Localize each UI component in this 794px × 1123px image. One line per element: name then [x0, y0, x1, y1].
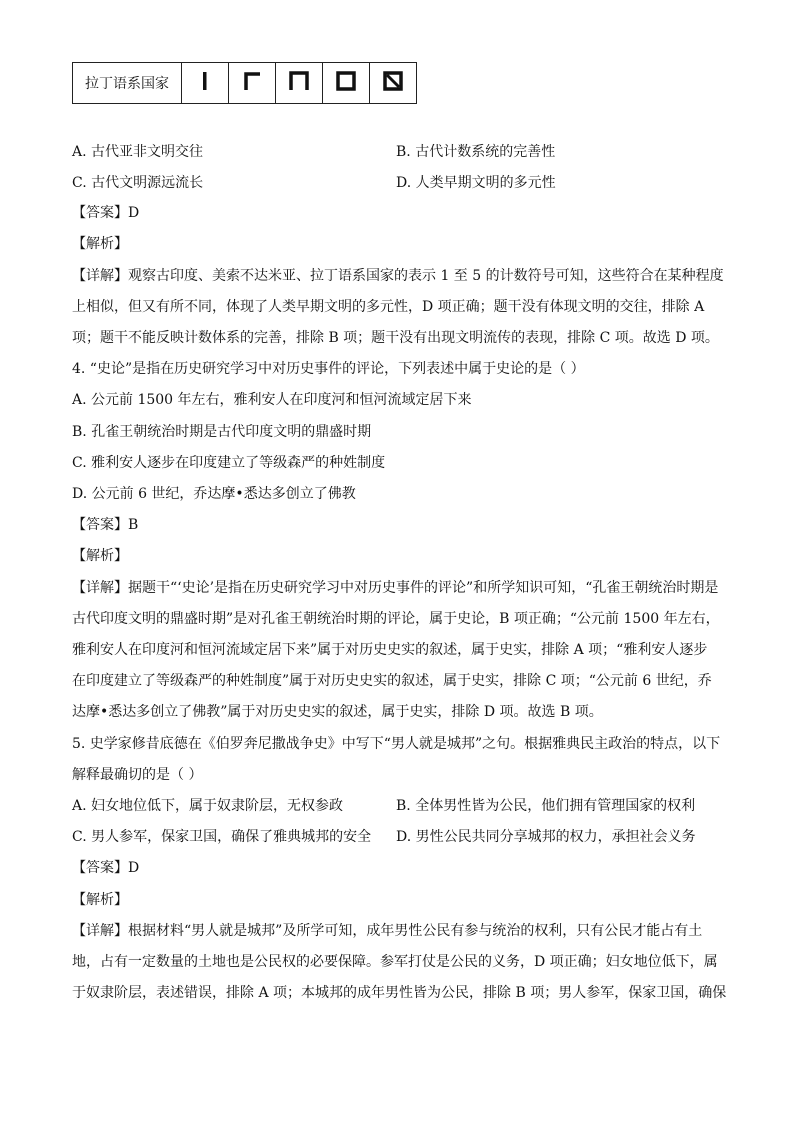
- q4-option-c: C. 雅利安人逐步在印度建立了等级森严的种姓制度: [72, 455, 386, 471]
- q5-stem: 解释最确切的是（ ）: [72, 767, 203, 783]
- q5-option-c: C. 男人参军，保家卫国，确保了雅典城邦的安全: [72, 829, 372, 845]
- q4-detail-line: 在印度建立了等级森严的种姓制度”属于对历史史实的叙述，属于史实，排除 C 项；“公元前 6 世纪，乔: [72, 673, 712, 689]
- q4-detail-line: 【详解】据题干“‘史论’是指在历史研究学习中对历史事件的评论”和所学知识可知，“孔雀王朝统治时期是: [72, 580, 719, 596]
- q4-option-b: B. 孔雀王朝统治时期是古代印度文明的鼎盛时期: [72, 424, 372, 440]
- q3-detail-line: 【详解】观察古印度、美索不达米亚、拉丁语系国家的表示 1 至 5 的计数符号可知，这些符合在某种程度: [72, 268, 724, 284]
- q5-option-a: A. 妇女地位低下，属于奴隶阶层，无权参政: [72, 798, 344, 814]
- q5-option-d: D. 男性公民共同分享城邦的权力，承担社会义务: [396, 829, 696, 845]
- q4-answer: 【答案】B: [72, 517, 139, 533]
- q5-answer: 【答案】D: [72, 860, 140, 876]
- q4-detail-line: 达摩•悉达多创立了佛教”属于对历史史实的叙述，属于史实，排除 D 项。故选 B 项。: [72, 704, 603, 720]
- table-row: [73, 63, 417, 104]
- table-row-label: 拉丁语系国家: [73, 63, 182, 104]
- q4-analysis-heading: 【解析】: [72, 548, 128, 564]
- numeral-four-icon: [323, 63, 370, 104]
- q4-detail-line: 雅利安人在印度河和恒河流域定居下来”属于对历史史实的叙述，属于史实，排除 A 项；“雅利安人逐步: [72, 642, 708, 658]
- q4-detail-line: 古代印度文明的鼎盛时期”是对孔雀王朝统治时期的评论，属于史论，B 项正确；“公元前 1500 年左右，: [72, 611, 720, 627]
- q5-analysis-heading: 【解析】: [72, 892, 128, 908]
- numeral-table: [72, 62, 417, 104]
- q3-option-c: C. 古代文明源远流长: [72, 175, 204, 191]
- numeral-three-icon: [276, 63, 323, 104]
- q3-answer: 【答案】D: [72, 205, 140, 221]
- q3-detail-line: 上相似，但又有所不同，体现了人类早期文明的多元性，D 项正确；题干没有体现文明的交往，排除 A: [72, 299, 705, 315]
- numeral-two-icon: [229, 63, 276, 104]
- numeral-five-icon: [370, 63, 417, 104]
- q4-option-d: D. 公元前 6 世纪，乔达摩•悉达多创立了佛教: [72, 486, 356, 502]
- q5-option-b: B. 全体男性皆为公民，他们拥有管理国家的权利: [396, 798, 696, 814]
- q5-detail-line: 于奴隶阶层，表述错误，排除 A 项；本城邦的成年男性皆为公民，排除 B 项；男人参军，保家卫国，确保: [72, 985, 727, 1001]
- q4-option-a: A. 公元前 1500 年左右，雅利安人在印度河和恒河流域定居下来: [72, 392, 472, 408]
- q4-stem: 4. “史论”是指在历史研究学习中对历史事件的评论，下列表述中属于史论的是（ ）: [72, 361, 585, 377]
- q3-option-b: B. 古代计数系统的完善性: [396, 144, 556, 160]
- q3-analysis-heading: 【解析】: [72, 236, 128, 252]
- q3-detail-line: 项；题干不能反映计数体系的完善，排除 B 项；题干没有出现文明流传的表现，排除 C 项。故选 D 项。: [72, 330, 719, 346]
- numeral-one-icon: [182, 63, 229, 104]
- q5-stem: 5. 史学家修昔底德在《伯罗奔尼撒战争史》中写下“男人就是城邦”之句。根据雅典民主政治的特点，以下: [72, 736, 721, 752]
- q5-detail-line: 【详解】根据材料“男人就是城邦”及所学可知，成年男性公民有参与统治的权利，只有公民才能占有土: [72, 923, 703, 939]
- q3-option-d: D. 人类早期文明的多元性: [396, 175, 556, 191]
- q3-option-a: A. 古代亚非文明交往: [72, 144, 204, 160]
- q5-detail-line: 地，占有一定数量的土地也是公民权的必要保障。参军打仗是公民的义务，D 项正确；妇女地位低下，属: [72, 954, 718, 970]
